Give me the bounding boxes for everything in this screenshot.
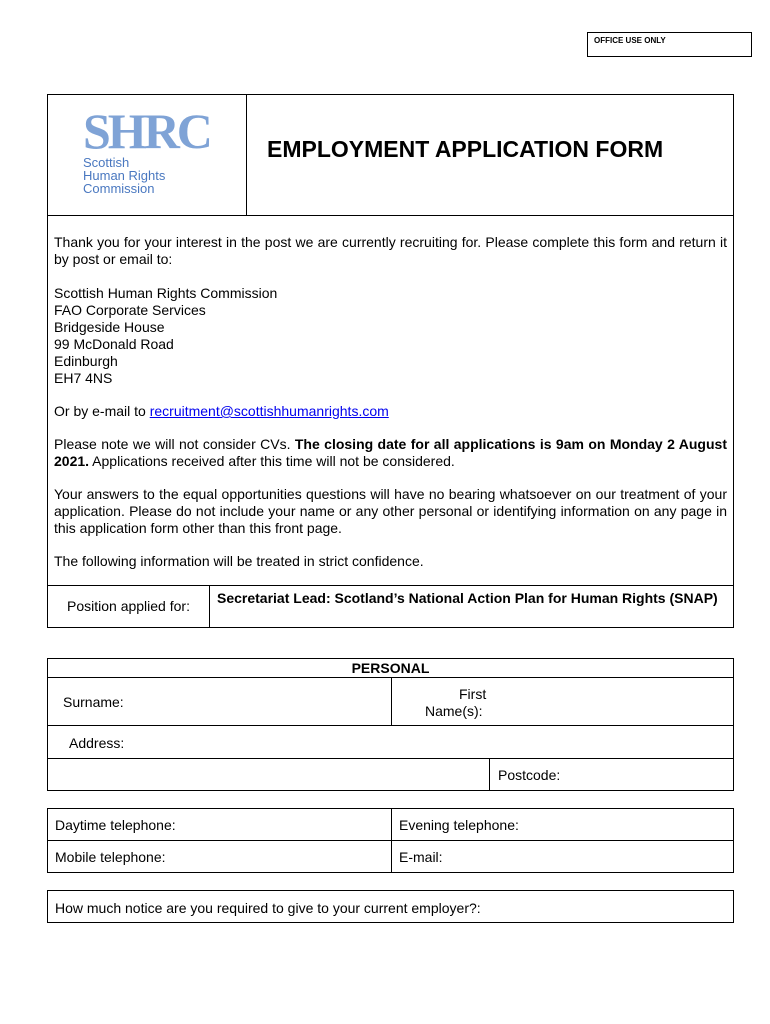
personal-heading-cell	[47, 658, 734, 678]
evening-telephone-label: Evening telephone:	[399, 817, 519, 833]
mobile-telephone-cell[interactable]	[47, 840, 392, 873]
office-use-only-box	[587, 32, 752, 57]
confidence-note: The following information will be treated in strict confidence.	[54, 553, 424, 569]
position-cell-divider	[209, 585, 210, 628]
header-divider-horizontal	[47, 215, 734, 216]
first-names-cell[interactable]	[391, 677, 734, 726]
postcode-label: Postcode:	[498, 767, 561, 783]
address-line: 99 McDonald Road	[54, 336, 174, 352]
logo-line-3: Commission	[83, 181, 155, 196]
address-line: FAO Corporate Services	[54, 302, 206, 318]
evening-telephone-cell[interactable]	[391, 808, 734, 841]
daytime-telephone-cell[interactable]	[47, 808, 392, 841]
email-label: E-mail:	[399, 849, 443, 865]
shrc-logo	[83, 103, 233, 201]
closing-suffix: Applications received after this time will not be considered.	[89, 453, 455, 469]
cv-note: Please note we will not consider CVs.	[54, 436, 295, 452]
address-label: Address:	[69, 735, 125, 751]
intro-body	[54, 234, 727, 570]
office-use-only-label: OFFICE USE ONLY	[594, 36, 666, 45]
logo-line-1: Scottish	[83, 155, 130, 170]
address-field[interactable]	[47, 758, 490, 791]
address-line: Edinburgh	[54, 353, 118, 369]
header-divider-vertical	[246, 94, 247, 216]
personal-heading: PERSONAL	[351, 660, 430, 676]
postcode-cell[interactable]	[489, 758, 734, 791]
daytime-telephone-label: Daytime telephone:	[55, 817, 176, 833]
intro-text: Thank you for your interest in the post we are currently recruiting for. Please complete this form and return it by post or email to:	[54, 234, 727, 267]
position-label: Position applied for:	[67, 598, 190, 614]
mobile-telephone-label: Mobile telephone:	[55, 849, 166, 865]
address-line: EH7 4NS	[54, 370, 113, 386]
logo-letters: SHRC	[83, 103, 210, 159]
address-line: Bridgeside House	[54, 319, 165, 335]
position-value[interactable]: Secretariat Lead: Scotland’s National Action Plan for Human Rights (SNAP)	[217, 590, 718, 606]
closing-date: The closing date for all applications is 9am on Monday 2 August 2021.	[54, 436, 727, 469]
position-row-divider	[47, 585, 734, 586]
recruitment-email-link[interactable]: recruitment@scottishhumanrights.com	[149, 403, 389, 419]
equal-opportunities-note: Your answers to the equal opportunities questions will have no bearing whatsoever on our treatment of your application. Please do not include your name or any other personal or identifying information on any page in this application form other than this front page.	[54, 486, 727, 536]
surname-cell[interactable]	[47, 677, 392, 726]
surname-label: Surname:	[63, 694, 124, 710]
email-cell[interactable]	[391, 840, 734, 873]
form-title: EMPLOYMENT APPLICATION FORM	[267, 136, 664, 162]
closing-date-note	[54, 436, 727, 470]
notice-period-label: How much notice are you required to give to your current employer?:	[55, 900, 481, 916]
address-label-cell[interactable]	[47, 725, 734, 759]
email-prefix: Or by e-mail to	[54, 403, 150, 419]
address-line: Scottish Human Rights Commission	[54, 285, 278, 301]
first-names-label-2: Name(s):	[425, 703, 483, 719]
logo-line-2: Human Rights	[83, 168, 166, 183]
notice-period-cell[interactable]	[47, 890, 734, 923]
first-names-label-1: First	[459, 686, 487, 702]
email-line	[54, 403, 727, 420]
